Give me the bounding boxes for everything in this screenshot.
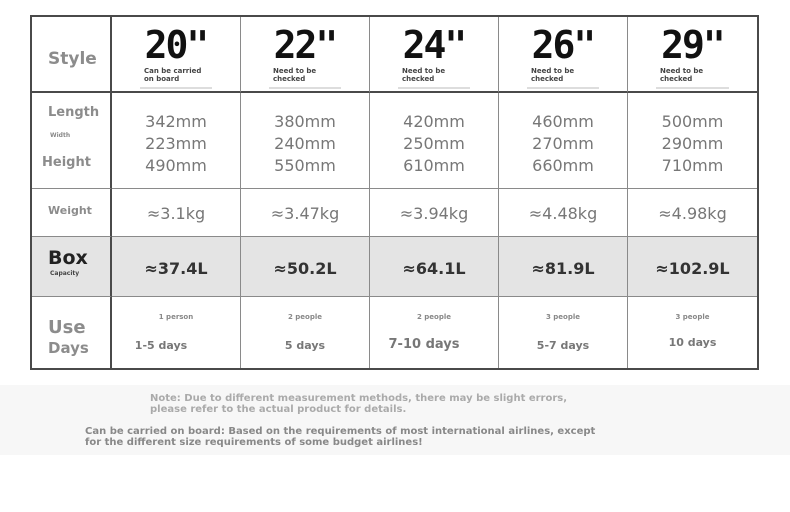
size-label: 20" <box>144 23 208 67</box>
box-value: ≈50.2L <box>273 259 337 278</box>
box-29 <box>628 237 757 297</box>
box-value: ≈81.9L <box>531 259 595 278</box>
weight-20 <box>112 189 241 237</box>
weight-value: ≈4.98kg <box>658 204 727 223</box>
length-value: 420mm <box>403 112 465 131</box>
row-label-use: Use <box>48 317 86 338</box>
row-label-weight: Weight <box>48 204 92 217</box>
box-value: ≈37.4L <box>144 259 208 278</box>
days-value: 5 days <box>284 339 326 352</box>
height-value: 490mm <box>145 156 207 175</box>
people-value: 3 people <box>675 313 710 321</box>
divider <box>527 87 599 89</box>
size-note: Need to be checked <box>531 67 575 83</box>
weight-29 <box>628 189 757 237</box>
dimensions-22 <box>241 93 370 189</box>
row-label-style: Style <box>48 49 97 69</box>
width-value: 290mm <box>661 134 724 153</box>
dimensions-26 <box>499 93 628 189</box>
height-value: 660mm <box>532 156 594 175</box>
days-value: 7-10 days <box>388 337 460 352</box>
days-value: 10 days <box>668 336 717 349</box>
row-label-box-cell <box>32 237 112 297</box>
width-value: 270mm <box>532 134 594 153</box>
measurement-note: Note: Due to different measurement methods, there may be slight errors, please refer to the actual product for details. <box>150 393 568 415</box>
size-note: Need to be checked <box>273 67 317 83</box>
row-label-style-cell <box>32 17 112 93</box>
weight-26 <box>499 189 628 237</box>
size-header-24 <box>370 17 499 93</box>
box-22 <box>241 237 370 297</box>
size-header-20 <box>112 17 241 93</box>
width-value: 223mm <box>145 134 207 153</box>
row-label-weight-cell <box>32 189 112 237</box>
size-label: 26" <box>531 23 595 67</box>
box-26 <box>499 237 628 297</box>
row-label-dimensions-cell <box>32 93 112 189</box>
size-label: 24" <box>402 23 466 67</box>
size-note: Need to be checked <box>402 67 446 83</box>
length-value: 460mm <box>532 112 594 131</box>
carry-on-note: Can be carried on board: Based on the requirements of most international airlines, except for the different size requirements of some budget airlines! <box>85 426 596 448</box>
luggage-size-table <box>30 15 759 370</box>
people-value: 3 people <box>545 313 581 321</box>
row-label-height: Height <box>42 155 91 170</box>
dimensions-24 <box>370 93 499 189</box>
weight-value: ≈3.94kg <box>399 204 469 223</box>
days-value: 5-7 days <box>536 339 590 352</box>
people-value: 1 person <box>158 313 194 321</box>
size-label: 22" <box>273 23 337 67</box>
use-29 <box>628 297 757 368</box>
row-label-days: Days <box>48 339 89 357</box>
row-label-box: Box <box>48 247 88 269</box>
size-header-22 <box>241 17 370 93</box>
length-value: 380mm <box>274 112 336 131</box>
size-label: 29" <box>661 23 724 67</box>
weight-value: ≈3.1kg <box>146 204 206 223</box>
box-value: ≈64.1L <box>402 259 466 278</box>
height-value: 710mm <box>661 156 724 175</box>
weight-22 <box>241 189 370 237</box>
size-header-26 <box>499 17 628 93</box>
size-note: Need to be checked <box>660 67 704 83</box>
size-header-29 <box>628 17 757 93</box>
people-value: 2 people <box>416 313 452 321</box>
height-value: 550mm <box>274 156 336 175</box>
divider <box>140 87 212 89</box>
days-value: 1-5 days <box>134 339 188 352</box>
size-note: Can be carried on board <box>144 67 202 83</box>
length-value: 342mm <box>145 112 207 131</box>
divider <box>269 87 341 89</box>
use-24 <box>370 297 499 368</box>
use-22 <box>241 297 370 368</box>
row-label-length: Length <box>48 105 100 120</box>
row-label-use-days-cell <box>32 297 112 368</box>
width-value: 240mm <box>274 134 336 153</box>
width-value: 250mm <box>403 134 465 153</box>
box-value: ≈102.9L <box>655 259 730 278</box>
dimensions-20 <box>112 93 241 189</box>
dimensions-29 <box>628 93 757 189</box>
divider <box>398 87 470 89</box>
use-20 <box>112 297 241 368</box>
height-value: 610mm <box>403 156 465 175</box>
weight-24 <box>370 189 499 237</box>
row-label-width: Width <box>50 132 71 139</box>
weight-value: ≈4.48kg <box>528 204 598 223</box>
use-26 <box>499 297 628 368</box>
divider <box>656 87 729 89</box>
box-24 <box>370 237 499 297</box>
length-value: 500mm <box>661 112 724 131</box>
box-20 <box>112 237 241 297</box>
people-value: 2 people <box>287 313 323 321</box>
weight-value: ≈3.47kg <box>270 204 340 223</box>
row-label-capacity: Capacity <box>50 270 80 277</box>
